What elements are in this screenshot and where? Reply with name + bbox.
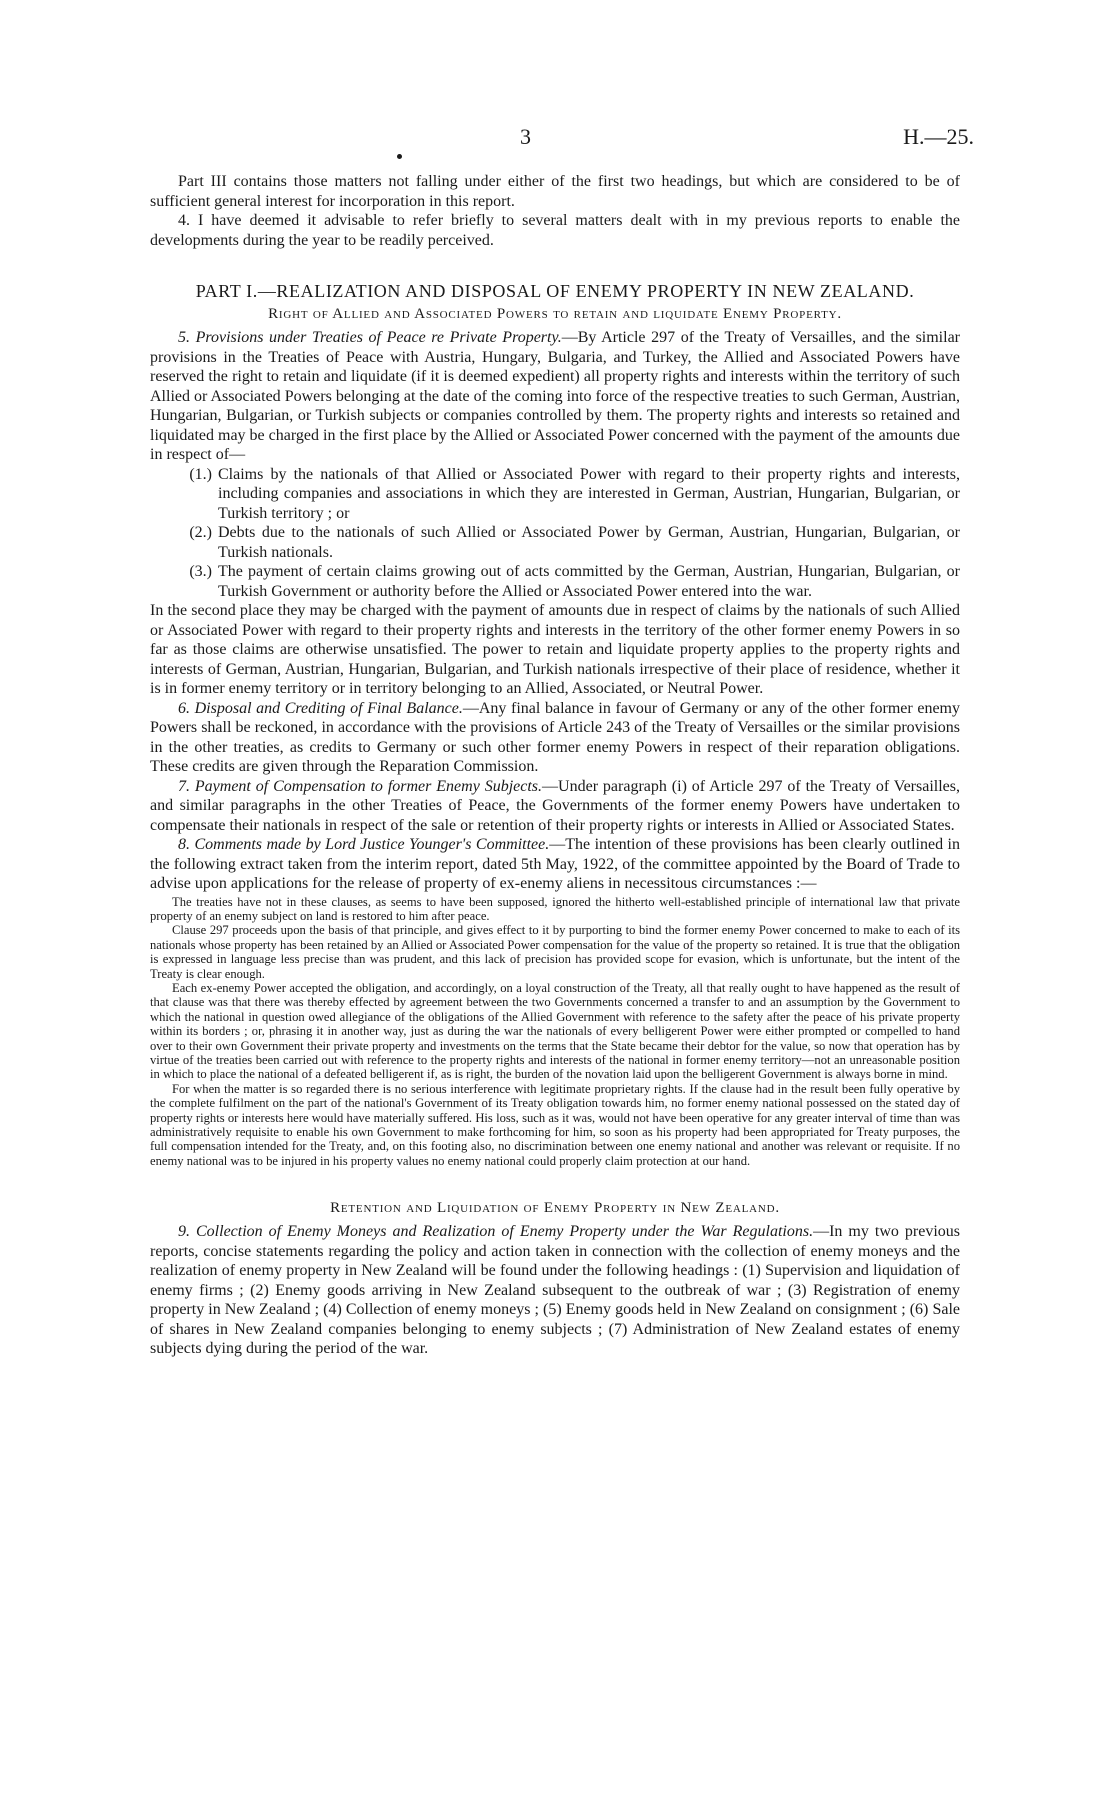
quote-paragraph: The treaties have not in these clauses, as seems to have been supposed, ignored the hitherto well-established principle of international law that private property of an enemy subject on land is restored to him after peace.	[150, 894, 960, 923]
list-item-text: Claims by the nationals of that Allied or Associated Power with regard to their property rights and interests, including companies and associations in which they are interested in German, Austrian, Hungarian, Bulgarian, or Turkish territory ; or	[218, 465, 960, 522]
paragraph-7	[150, 777, 960, 836]
stray-dot	[397, 154, 402, 159]
paragraph-5-text: —By Article 297 of the Treaty of Versailles, and the similar provisions in the Treaties of Peace with Austria, Hungary, Bulgaria, and Turkey, the Allied and Associated Powers have reserved the right to retain and liquidate (if it is deemed expedient) all property rights and interests within the territory of such Allied or Associated Powers belonging at the date of the coming into force of the respective treaties to such German, Austrian, Hungarian, Bulgarian, or Turkish subjects or companies controlled by them. The property rights and interests so retained and liquidated may be charged in the first place by the Allied or Associated Power concerned with the payment of the amounts due in respect of—	[150, 329, 961, 463]
section-2-title: Retention and Liquidation of Enemy Property in New Zealand.	[330, 1200, 780, 1217]
list-item-number: (1.)	[189, 465, 212, 483]
list-item-text: Debts due to the nationals of such Allied or Associated Power by German, Austrian, Hungarian, Bulgarian, or Turkish nationals.	[218, 524, 960, 561]
quote-paragraph: Each ex-enemy Power accepted the obligation, and accordingly, on a loyal construction of the Treaty, all that really ought to have happened as the result of that clause was that there was thereby effected by agreement between the two Governments concerned a transfer to and an assumption by the Government to which the national in question owed allegiance of the obligations of the Allied Government with reference to the safety after the peace of his private property within its borders ; or, phrasing it in another way, just as during the war the nationals of every belligerent Power were either prompted or compelled to hand over to their own Government their private property and investments on the terms that the State became their debtor for the value, so now that operation has by virtue of the treaties been carried out with reference to the property rights and interests of the national in former enemy territory—not an unreasonable position in which to place the national of a defeated belligerent if, as is right, the burden of the novation laid upon the belligerent Government is always borne in mind.	[150, 980, 960, 1082]
list-item	[150, 465, 960, 524]
list-item-number: (2.)	[189, 524, 212, 541]
list-item-text: The payment of certain claims growing out of acts committed by the German, Austrian, Hungarian, Bulgarian, or Turkish Government or authority before the Allied or Associated Power entered into the war.	[218, 563, 960, 600]
list-item-number: (3.)	[189, 563, 212, 580]
list-item	[150, 523, 960, 562]
paragraph-5-heading: 5. Provisions under Treaties of Peace re Private Property.	[178, 329, 562, 346]
paragraph-4: 4. I have deemed it advisable to refer briefly to several matters dealt with in my previous reports to enable the developments during the year to be readily perceived.	[150, 212, 960, 249]
paragraph-7-text: —Under paragraph (i) of Article 297 of the Treaty of Versailles, and similar paragraphs in the other Treaties of Peace, the Governments of the former enemy Powers have undertaken to compensate their nationals in respect of the sale or retention of their property rights or interests in Allied or Associated States.	[150, 777, 961, 834]
paragraph-5	[150, 328, 960, 465]
page-number: 3	[520, 124, 531, 149]
quote-paragraph: For when the matter is so regarded there is no serious interference with legitimate proprietary rights. If the clause had in the result been fully operative by the complete fulfilment on the part of the national's Government of its Treaty obligation towards him, no former enemy national possessed on the stated day of property rights or interests here would have materially suffered. His loss, such as it was, would not have been operative for any greater interval of time than was administratively requisite to enable his own Government to make forthcoming for him, so soon as his property had been appropriated for Treaty purposes, the full compensation intended for the Treaty, and, on this footing also, no discrimination between one enemy national and another was relevant or requisite. If no enemy national was to be injured in his property values no enemy national could properly claim protection at our hand.	[150, 1081, 960, 1168]
paragraph-8	[150, 835, 960, 894]
paragraph-8-text: —The intention of these provisions has been clearly outlined in the following extract taken from the interim report, dated 5th May, 1922, of the committee appointed by the Board of Trade to advise upon applications for the release of property of ex-enemy aliens in necessitous circumstances :—	[150, 836, 960, 892]
part-1-subtitle: Right of Allied and Associated Powers to retain and liquidate Enemy Property.	[268, 306, 842, 322]
part-1-title: PART I.—REALIZATION AND DISPOSAL OF ENEMY PROPERTY IN NEW ZEALAND.	[195, 281, 915, 301]
document-body	[150, 172, 960, 1359]
paragraph-9	[150, 1222, 960, 1359]
committee-quote	[150, 895, 960, 1169]
paragraph-6	[150, 699, 960, 777]
paragraph-9-heading: 9. Collection of Enemy Moneys and Realization of Enemy Property under the War Regulations.	[178, 1223, 814, 1241]
paragraph-5-continuation: In the second place they may be charged with the payment of amounts due in respect of claims by the nationals of such Allied or Associated Power with regard to their property rights and interests in the territory of the other former enemy Powers in so far as those claims are otherwise unsatisfied. The power to retain and liquidate property applies to the property rights and interests of German, Austrian, Hungarian, Bulgarian, and Turkish nationals irrespective of their place of residence, whether it is in former enemy territory or in territory belonging to an Allied, Associated, or Neutral Power.	[150, 602, 960, 697]
report-reference: H.—25.	[903, 124, 974, 149]
paragraph-8-heading: 8. Comments made by Lord Justice Younger's Committee.	[178, 836, 550, 853]
paragraph-7-heading: 7. Payment of Compensation to former Enemy Subjects.	[178, 777, 543, 795]
paragraph-6-heading: 6. Disposal and Crediting of Final Balance.	[178, 699, 463, 717]
paragraph-9-text: —In my two previous reports, concise statements regarding the policy and action taken in connection with the collection of enemy moneys and the realization of enemy property in New Zealand will be found under the following headings : (1) Supervision and liquidation of enemy firms ; (2) Enemy goods arriving in New Zealand subsequent to the outbreak of war ; (3) Registration of enemy property in New Zealand ; (4) Collection of enemy moneys ; (5) Enemy goods held in New Zealand on consignment ; (6) Sale of shares in New Zealand companies belonging to enemy subjects ; (7) Administration of New Zealand estates of enemy subjects dying during the period of the war.	[150, 1223, 961, 1358]
paragraph-6-text: —Any final balance in favour of Germany or any of the other former enemy Powers shall be reckoned, in accordance with the provisions of Article 243 of the Treaty of Versailles or the similar provisions in the other treaties, as credits to Germany or such other former enemy Powers in respect of their reparation obligations. These credits are given through the Reparation Commission.	[150, 699, 960, 775]
quote-paragraph: Clause 297 proceeds upon the basis of that principle, and gives effect to it by purporting to bind the former enemy Power concerned to make to each of its nationals whose property has been retained by an Allied or Associated Power compensation for the value of the property so retained. It is true that the obligation is expressed in language less precise than was prudent, and this lack of precision has provided scope for evasion, which is unfortunate, but the intent of the Treaty is clear enough.	[150, 923, 960, 981]
intro-paragraph: Part III contains those matters not falling under either of the first two headings, but which are considered to be of sufficient general interest for incorporation in this report.	[150, 173, 960, 210]
list-item	[150, 562, 960, 601]
